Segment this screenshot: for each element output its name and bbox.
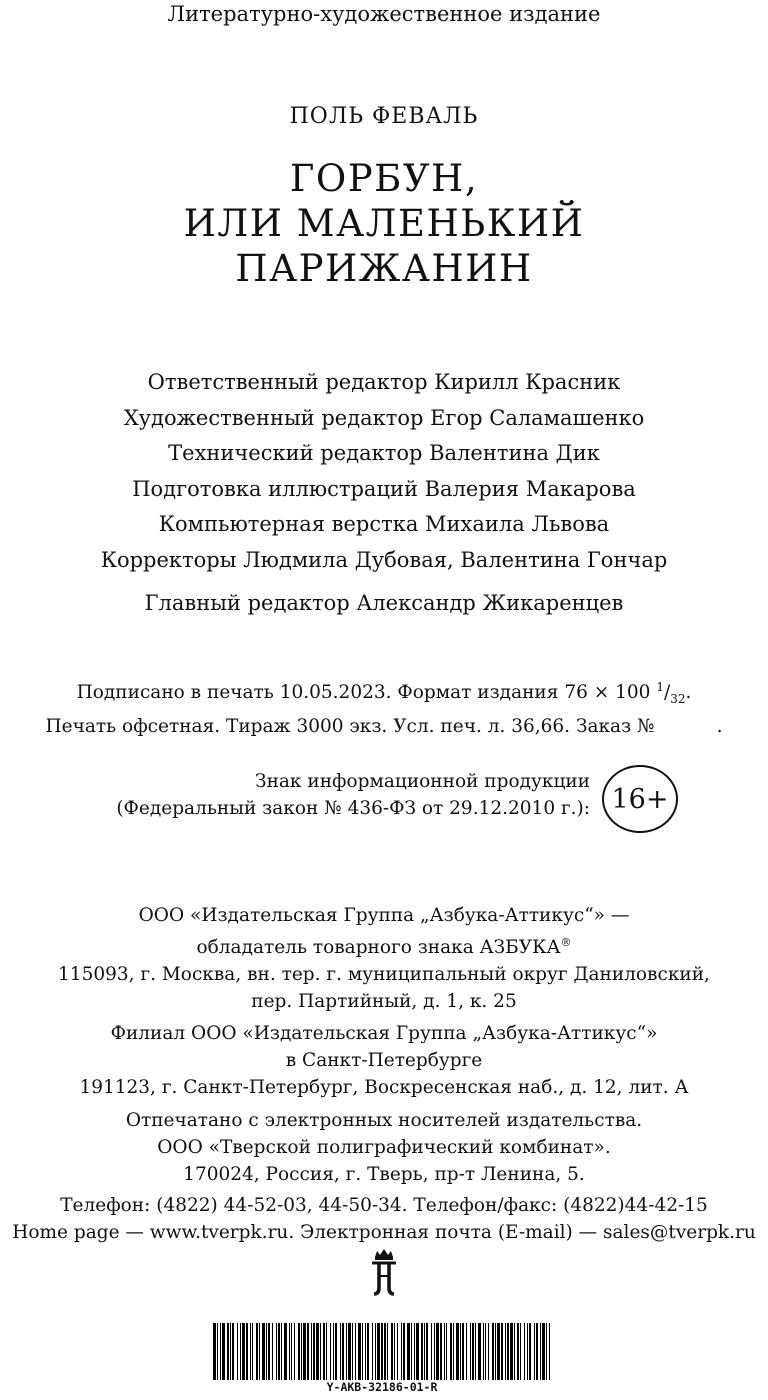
staff-line: Подготовка иллюстраций Валерия Макарова [132, 476, 636, 501]
barcode-bar [475, 1323, 476, 1380]
barcode-bar [230, 1323, 231, 1380]
barcode-bar [407, 1323, 410, 1380]
barcode-bar [377, 1323, 380, 1380]
barcode-bar [495, 1323, 496, 1380]
barcode-bar [372, 1323, 373, 1380]
print-run-text: Печать офсетная. Тираж 3000 экз. Усл. печ. л. 36,66. Заказ № [45, 715, 655, 737]
barcode-bar [303, 1323, 306, 1380]
barcode-bar [358, 1323, 361, 1380]
print-info [0, 674, 768, 740]
barcode-bar [517, 1323, 519, 1380]
barcode-bar [466, 1323, 467, 1380]
barcode-bar [426, 1323, 428, 1380]
barcode-bar [411, 1323, 412, 1380]
barcode-bar [335, 1323, 337, 1380]
barcode-bar [470, 1323, 471, 1380]
barcode-bar [272, 1323, 273, 1380]
phone-line: Телефон: (4822) 44-52-03, 44-50-34. Телефон/факс: (4822)44-42-15 [60, 1195, 708, 1216]
barcode-bar [514, 1323, 515, 1380]
barcode-bar [483, 1323, 484, 1380]
barcode-bar [266, 1323, 267, 1380]
barcode-bar [259, 1323, 260, 1380]
staff-credits [0, 365, 768, 578]
barcode-bar [268, 1323, 270, 1380]
barcode-bar [326, 1323, 327, 1380]
barcode-bar [534, 1323, 535, 1380]
barcode-bar [342, 1323, 344, 1380]
barcode-bar [330, 1323, 331, 1380]
barcode-bar [501, 1323, 503, 1380]
barcode-bar [542, 1323, 545, 1380]
barcode-bar [505, 1323, 506, 1380]
staff-line: Корректоры Людмила Дубовая, Валентина Гончар [100, 547, 668, 572]
barcode-bar [397, 1323, 398, 1380]
barcode-bar [434, 1323, 435, 1380]
age-rating-badge: 16+ [602, 765, 678, 833]
branch-info [0, 1020, 768, 1101]
barcode-bar [403, 1323, 405, 1380]
barcode-bar [450, 1323, 452, 1380]
title-line: ИЛИ МАЛЕНЬКИЙ [183, 202, 585, 245]
branch-line: 191123, г. Санкт-Петербург, Воскресенская наб., д. 12, лит. А [79, 1077, 689, 1098]
publisher-line: ООО «Издательская Группа „Азбука-Аттикус“» — [138, 905, 630, 926]
age-rating-label [70, 768, 590, 822]
barcode-bar [355, 1323, 356, 1380]
barcode-bar [323, 1323, 325, 1380]
registered-mark: ® [560, 936, 572, 949]
barcode-bar [394, 1323, 395, 1380]
barcode-bar [421, 1323, 423, 1380]
barcode-bar [217, 1323, 218, 1380]
barcode-bar [414, 1323, 415, 1380]
publisher-line: 115093, г. Москва, вн. тер. г. муниципальный округ Даниловский, [58, 964, 710, 986]
publisher-info [0, 902, 768, 1015]
print-line-2-end: . [716, 715, 723, 737]
barcode-bar [497, 1323, 500, 1380]
barcode-bar [307, 1323, 309, 1380]
print-line-2 [0, 713, 768, 740]
print-format-text: Подписано в печать 10.05.2023. Формат издания 76 × 100 [76, 682, 651, 704]
barcode-bar [478, 1323, 481, 1380]
barcode-bar [446, 1323, 447, 1380]
barcode-bar [367, 1323, 369, 1380]
web-line: Home page — www.tverpk.ru. Электронная почта (E-mail) — sales@tverpk.ru [12, 1222, 756, 1243]
chief-editor: Главный редактор Александр Жикаренцев [144, 591, 624, 615]
barcode-bar [488, 1323, 489, 1380]
barcode-bar [246, 1323, 248, 1380]
barcode-bar [284, 1323, 287, 1380]
barcode-bar [320, 1323, 321, 1380]
barcode-bar [362, 1323, 363, 1380]
fraction-denominator: 32 [670, 691, 686, 706]
barcode-bar [440, 1323, 442, 1380]
barcode-bar [316, 1323, 319, 1380]
branch-line: в Санкт-Петербурге [285, 1050, 483, 1071]
barcode-bar [536, 1323, 538, 1380]
barcode-bar [416, 1323, 419, 1380]
barcode-bar [527, 1323, 528, 1380]
barcode-bar [375, 1323, 376, 1380]
barcode-bar [381, 1323, 383, 1380]
print-line-1: Подписано в печать 10.05.2023. Формат издания 76 × 100 $^1/_{32}$. [76, 680, 692, 706]
barcode-bar [384, 1323, 386, 1380]
barcode-bar [453, 1323, 454, 1380]
barcode-bar [220, 1323, 221, 1380]
barcode-bar [232, 1323, 234, 1380]
barcode-bar [262, 1323, 265, 1380]
barcode-text: Y-AKB-32186-01-R [326, 1380, 438, 1394]
barcode-bar [472, 1323, 474, 1380]
printer-contacts [0, 1192, 768, 1246]
edition-type: Литературно-художественное издание [167, 2, 601, 26]
barcode-bar [352, 1323, 353, 1380]
barcode-bar [444, 1323, 445, 1380]
branch-line: Филиал ООО «Издательская Группа „Азбука-Аттикус“» [110, 1023, 658, 1044]
barcode-bar [524, 1323, 525, 1380]
barcode-bar [462, 1323, 464, 1380]
staff-line: Технический редактор Валентина Дик [168, 441, 600, 465]
barcode-bar [460, 1323, 461, 1380]
barcode-bar [311, 1323, 312, 1380]
barcode-bar [237, 1323, 238, 1380]
barcode-bar [401, 1323, 402, 1380]
barcode-bar [333, 1323, 334, 1380]
barcode-bar [242, 1323, 245, 1380]
barcode-bar [510, 1323, 513, 1380]
publisher-line: пер. Партийный, д. 1, к. 25 [251, 991, 517, 1013]
fraction-numerator: 1 [656, 680, 664, 694]
title-line: ПАРИЖАНИН [235, 247, 533, 290]
barcode-bar [301, 1323, 302, 1380]
age-label-line: Знак информационной продукции [255, 771, 590, 792]
staff-line: Ответственный редактор Кирилл Красник [147, 370, 621, 394]
barcode-bar [456, 1323, 459, 1380]
barcode-bar [222, 1323, 225, 1380]
barcode-bar [240, 1323, 241, 1380]
barcode-bar [281, 1323, 282, 1380]
barcode-bar [291, 1323, 292, 1380]
title-line: ГОРБУН, [289, 157, 479, 200]
barcode-bar [424, 1323, 425, 1380]
barcode-bar [365, 1323, 366, 1380]
barcode-bar [348, 1323, 351, 1380]
staff-line: Компьютерная верстка Михаила Львова [158, 512, 610, 536]
trademark-text: обладатель товарного знака АЗБУКА [196, 937, 561, 959]
barcode-bar [431, 1323, 432, 1380]
barcode-bar [387, 1323, 388, 1380]
age-label-line: (Федеральный закон № 436-ФЗ от 29.12.2010 г.): [116, 798, 590, 819]
book-title [0, 156, 768, 291]
barcode-bar [540, 1323, 541, 1380]
staff-line: Художественный редактор Егор Саламашенко [123, 405, 645, 430]
barcode-bar [276, 1323, 277, 1380]
printer-line: Отпечатано с электронных носителей издательства. [125, 1110, 643, 1131]
barcode [213, 1323, 551, 1380]
barcode-bar [298, 1323, 300, 1380]
barcode-bar [252, 1323, 253, 1380]
barcode-bar [507, 1323, 509, 1380]
barcode-bar [256, 1323, 258, 1380]
barcode-bar [391, 1323, 393, 1380]
barcode-bar [213, 1323, 216, 1380]
barcode-bar [529, 1323, 531, 1380]
publisher-line [0, 929, 768, 961]
barcode-bar [250, 1323, 251, 1380]
barcode-bar [294, 1323, 295, 1380]
barcode-bar [549, 1323, 550, 1380]
printer-line: ООО «Тверской полиграфический комбинат». [157, 1137, 611, 1158]
barcode-bar [278, 1323, 280, 1380]
printer-info [0, 1107, 768, 1188]
barcode-bar [313, 1323, 315, 1380]
barcode-bar [436, 1323, 439, 1380]
barcode-bar [227, 1323, 229, 1380]
barcode-bar [485, 1323, 486, 1380]
barcode-bar [492, 1323, 494, 1380]
barcode-bar [340, 1323, 341, 1380]
author-name: ПОЛЬ ФЕВАЛЬ [289, 104, 479, 129]
barcode-bar [520, 1323, 521, 1380]
barcode-bar [346, 1323, 347, 1380]
barcode-bar [546, 1323, 547, 1380]
printer-line: 170024, Россия, г. Тверь, пр-т Ленина, 5. [183, 1164, 585, 1185]
barcode-bar [289, 1323, 290, 1380]
printer-crown-monogram-icon [366, 1248, 402, 1298]
print-line-1-end: . [685, 682, 692, 704]
